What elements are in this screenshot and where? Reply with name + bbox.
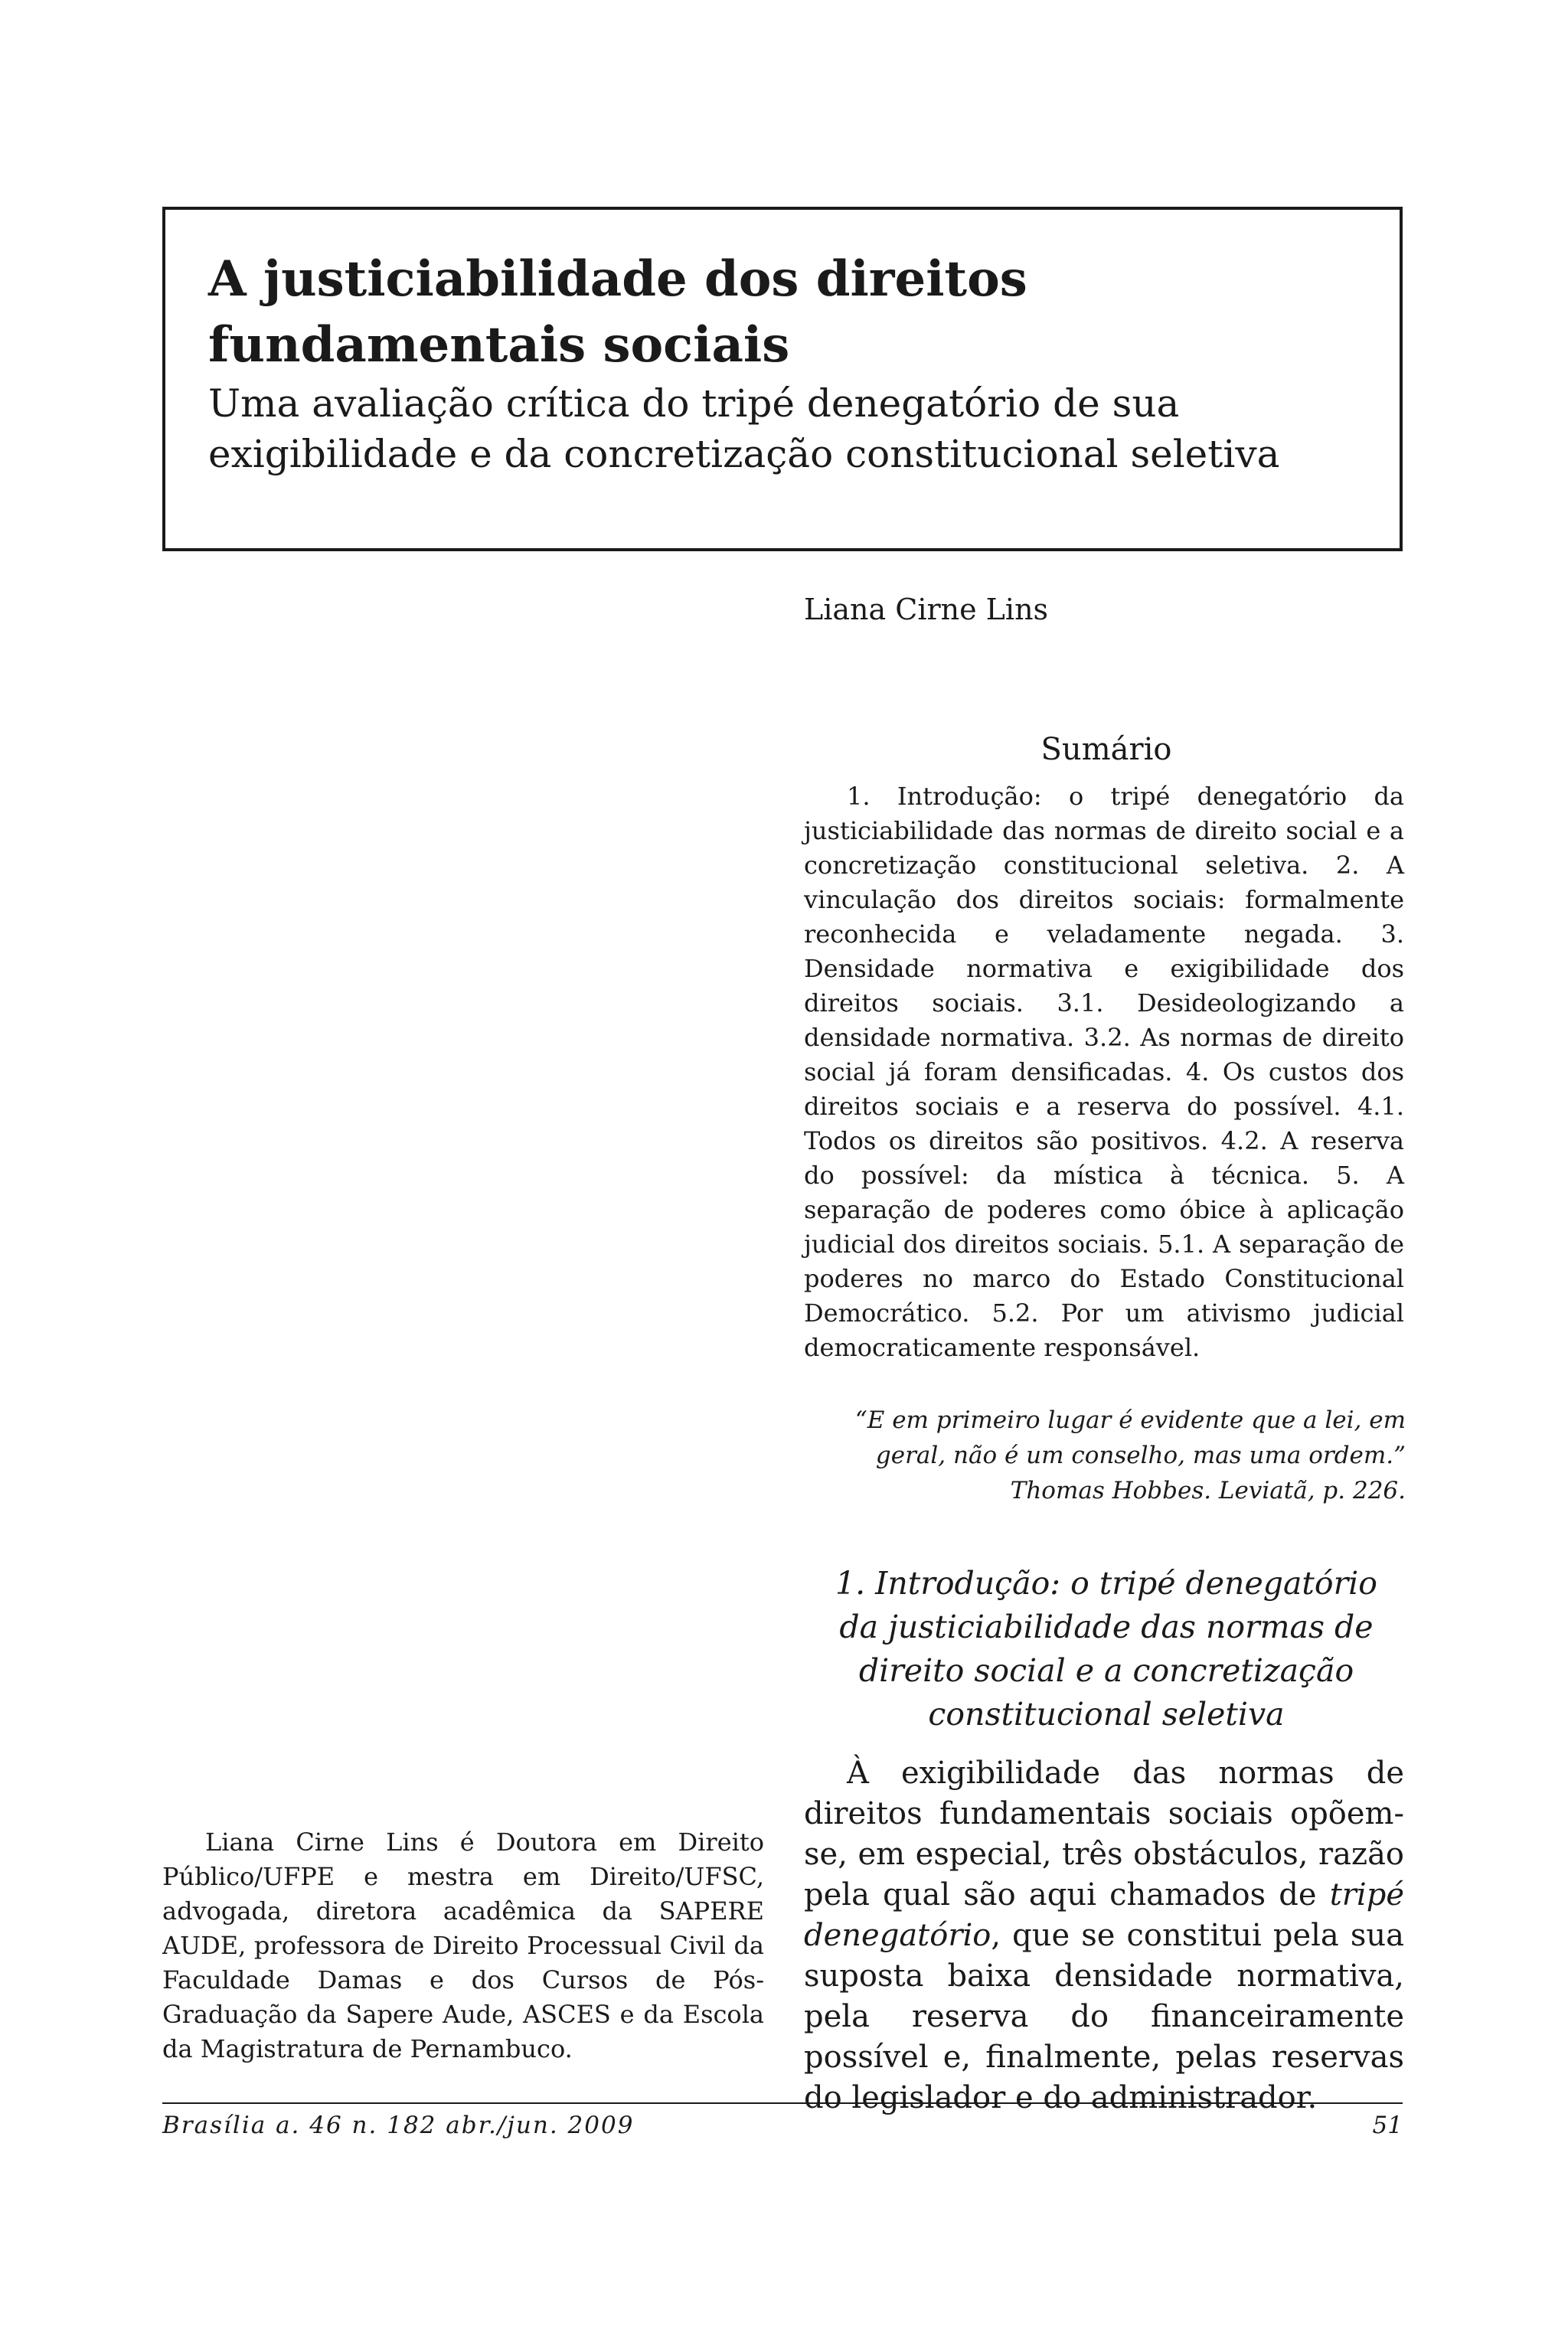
- intro-text-part-1: À exigibilidade das normas de direitos fundamentais sociais opõem-se, em especial, três obstáculos, razão pela qual são aqui chamados de: [804, 1756, 1404, 1913]
- subtitle-line-2: exigibilidade e da concretização constitucional seletiva: [208, 432, 1280, 476]
- subtitle-line-1: Uma avaliação crítica do tripé denegatório de sua: [208, 381, 1180, 426]
- epigraph-line-1: “E em primeiro lugar é evidente que a lei, em: [854, 1406, 1406, 1434]
- intro-paragraph: [804, 1753, 1404, 2118]
- footer-divider: [162, 2102, 1403, 2104]
- epigraph-attribution: Thomas Hobbes. Leviatã, p. 226.: [1010, 1477, 1406, 1504]
- section-heading-line-3: direito social e a concretização: [858, 1652, 1354, 1689]
- section-heading-line-4: constitucional seletiva: [928, 1696, 1285, 1733]
- title-line-2: fundamentais sociais: [208, 316, 790, 374]
- epigraph: [824, 1403, 1406, 1508]
- author-name: Liana Cirne Lins: [804, 593, 1049, 626]
- article-subtitle: [208, 378, 1357, 479]
- summary-heading: Sumário: [1040, 732, 1172, 767]
- page-number: 51: [1372, 2112, 1403, 2139]
- summary-text: 1. Introdução: o tripé denegatório da justiciabilidade das normas de direito social e a concretização constitucional seletiva. 2. A vinculação dos direitos sociais: formalmente reconhecida e veladamente negada. 3. Densidade normativa e exigibilidade dos direitos sociais. 3.1. Desideologizando a densidade normativa. 3.2. As normas de direito social já foram densificadas. 4. Os custos dos direitos sociais e a reserva do possível. 4.1. Todos os direitos são positivos. 4.2. A reserva do possível: da mística à técnica. 5. A separação de poderes como óbice à aplicação judicial dos direitos sociais. 5.1. A separação de poderes no marco do Estado Constitucional Democrático. 5.2. Por um ativismo judicial democraticamente responsável.: [804, 782, 1404, 1362]
- intro-text-part-2: , que se constitui pela sua suposta baixa densidade normativa, pela reserva do financeiramente possível e, finalmente, pelas reservas do legislador e do administrador.: [804, 1918, 1404, 2115]
- section-heading-line-1: 1. Introdução: o tripé denegatório: [835, 1565, 1377, 1602]
- title-box: [162, 207, 1403, 551]
- journal-citation: Brasília a. 46 n. 182 abr./jun. 2009: [162, 2112, 635, 2139]
- article-title: [208, 247, 1357, 378]
- epigraph-line-2: geral, não é um conselho, mas uma ordem.”: [875, 1442, 1406, 1469]
- section-heading-line-2: da justiciabilidade das normas de: [839, 1609, 1374, 1645]
- author-bio-footnote: Liana Cirne Lins é Doutora em Direito Público/UFPE e mestra em Direito/UFSC, advogada, diretora acadêmica da SAPERE AUDE, professora de Direito Processual Civil da Faculdade Damas e dos Cursos de Pós-Graduação da Sapere Aude, ASCES e da Escola da Magistratura de Pernambuco.: [162, 1828, 764, 2063]
- title-line-1: A justiciabilidade dos direitos: [208, 250, 1027, 308]
- intro-text-italic: tripé denegatório: [804, 1877, 1404, 1953]
- section-heading: [804, 1562, 1409, 1736]
